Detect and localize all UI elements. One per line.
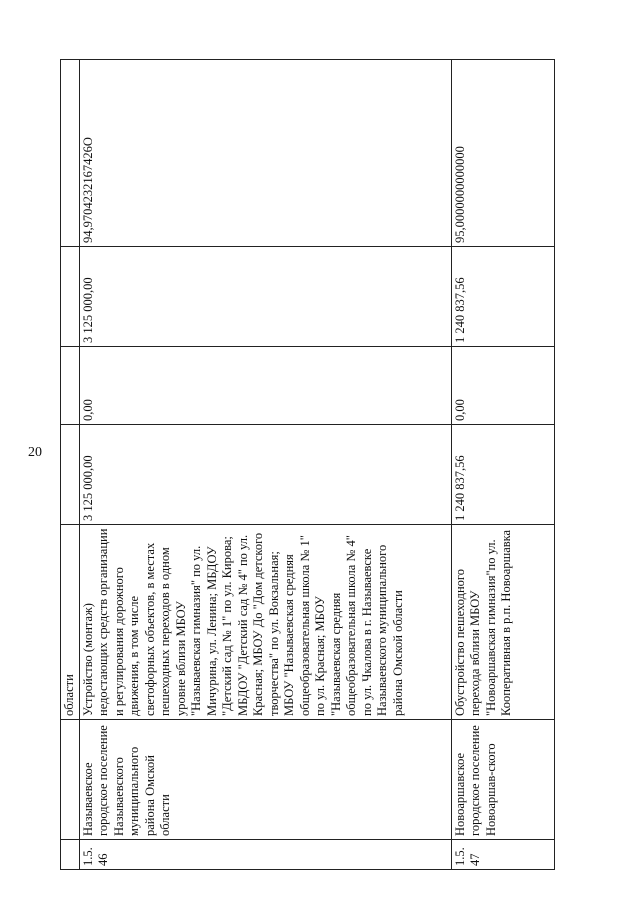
cell-description: Обустройство пешеходного перехода вблизи МБОУ "Новоаршавская гимназия"по ул. Кооперативная в р.п. Новоаршавка [451,525,555,720]
cell-amount: 1 240 837,56 [451,425,555,525]
cell-empty [61,247,80,347]
cell-zero: 0,00 [79,347,451,425]
table-row-continuation [61,60,80,870]
cell-percent: 94,9704232167426О [79,60,451,247]
rotated-table-container [60,60,555,870]
cell-municipality: Называевское городское поселение Называевского муниципального района Омской области [79,720,451,840]
cell-number: 1.5.46 [79,840,451,870]
cell-description: Устройство (монтаж) недостающих средств организации и регулирования дорожного движения, в том числе светофорных объектов, в местах пешеходных переходов в одном уровне вблизи МБОУ "Называевская гимназия" по ул. Мичурина, ул. Ленина; МБДОУ "Детский сад № 1" по ул. Кирова; МБДОУ "Детский сад № 4" по ул. Красная; МБОУ До "Дом детского творчества" по ул. Вокзальная; МБОУ "Называевская средняя общеобразовательная школа № 1" по ул. Красная; МБОУ "Называевская средняя общеобразовательная школа № 4" по ул. Чкалова в г. Называевске Называевского муниципального района Омской области [79,525,451,720]
page-number: 20 [28,445,42,460]
cell-empty [61,720,80,840]
cell-description-fragment: области [61,525,80,720]
cell-empty [61,425,80,525]
cell-zero: 0,00 [451,347,555,425]
funding-table [60,59,555,870]
table-row [451,60,555,870]
cell-total: 1 240 837,56 [451,247,555,347]
cell-empty [61,347,80,425]
cell-empty [61,840,80,870]
table-row [79,60,451,870]
cell-number: 1.5.47 [451,840,555,870]
cell-municipality: Новоаршавское городское поселение Новоаршав-ского [451,720,555,840]
cell-percent: 95,0000000000000 [451,60,555,247]
cell-total: 3 125 000,00 [79,247,451,347]
cell-empty [61,60,80,247]
cell-amount: 3 125 000,00 [79,425,451,525]
